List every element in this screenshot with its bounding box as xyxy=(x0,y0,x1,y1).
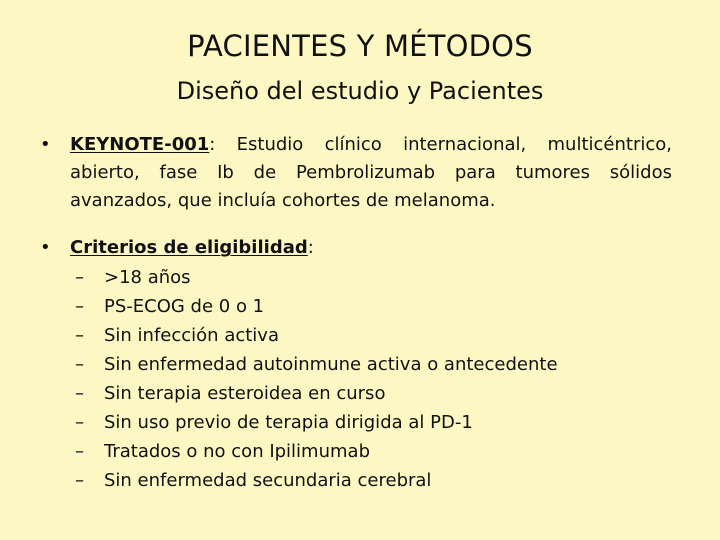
bullet-dot: • xyxy=(40,237,51,258)
criteria-item-text: Sin terapia esteroidea en curso xyxy=(104,383,386,404)
dash-marker: – xyxy=(75,441,84,462)
keynote-label: KEYNOTE-001 xyxy=(70,134,210,155)
slide-title: PACIENTES Y MÉTODOS xyxy=(187,29,533,63)
bullet-keynote-body xyxy=(70,131,672,215)
keynote-description: Estudio clínico internacional, multicéntrico, abierto, fase Ib de Pembrolizumab para tumores sólidos avanzados, que incluía cohortes de melanoma. xyxy=(70,134,672,211)
criteria-list xyxy=(75,263,695,495)
criteria-item xyxy=(75,321,695,350)
criteria-label: Criterios de eligibilidad xyxy=(70,237,308,258)
criteria-item xyxy=(75,466,695,495)
dash-marker: – xyxy=(75,267,84,288)
criteria-item xyxy=(75,292,695,321)
criteria-item xyxy=(75,437,695,466)
criteria-item xyxy=(75,350,695,379)
dash-marker: – xyxy=(75,383,84,404)
criteria-separator: : xyxy=(307,237,314,258)
criteria-item xyxy=(75,379,695,408)
criteria-item-text: Sin infección activa xyxy=(104,325,279,346)
criteria-item-text: Sin enfermedad autoinmune activa o antecedente xyxy=(104,354,558,375)
dash-marker: – xyxy=(75,325,84,346)
criteria-item-text: >18 años xyxy=(104,267,191,288)
criteria-item xyxy=(75,263,695,292)
dash-marker: – xyxy=(75,296,84,317)
bullet-dot: • xyxy=(40,134,51,155)
criteria-item-text: Sin enfermedad secundaria cerebral xyxy=(104,470,432,491)
dash-marker: – xyxy=(75,354,84,375)
keynote-separator: : xyxy=(209,134,216,155)
criteria-item-text: Tratados o no con Ipilimumab xyxy=(104,441,370,462)
slide-subtitle: Diseño del estudio y Pacientes xyxy=(176,77,544,105)
bullet-criteria xyxy=(40,234,672,262)
bullet-keynote xyxy=(40,131,672,215)
bullet-criteria-body xyxy=(70,234,672,262)
dash-marker: – xyxy=(75,412,84,433)
criteria-item-text: PS-ECOG de 0 o 1 xyxy=(104,296,265,317)
criteria-item xyxy=(75,408,695,437)
criteria-item-text: Sin uso previo de terapia dirigida al PD-1 xyxy=(104,412,473,433)
dash-marker: – xyxy=(75,470,84,491)
